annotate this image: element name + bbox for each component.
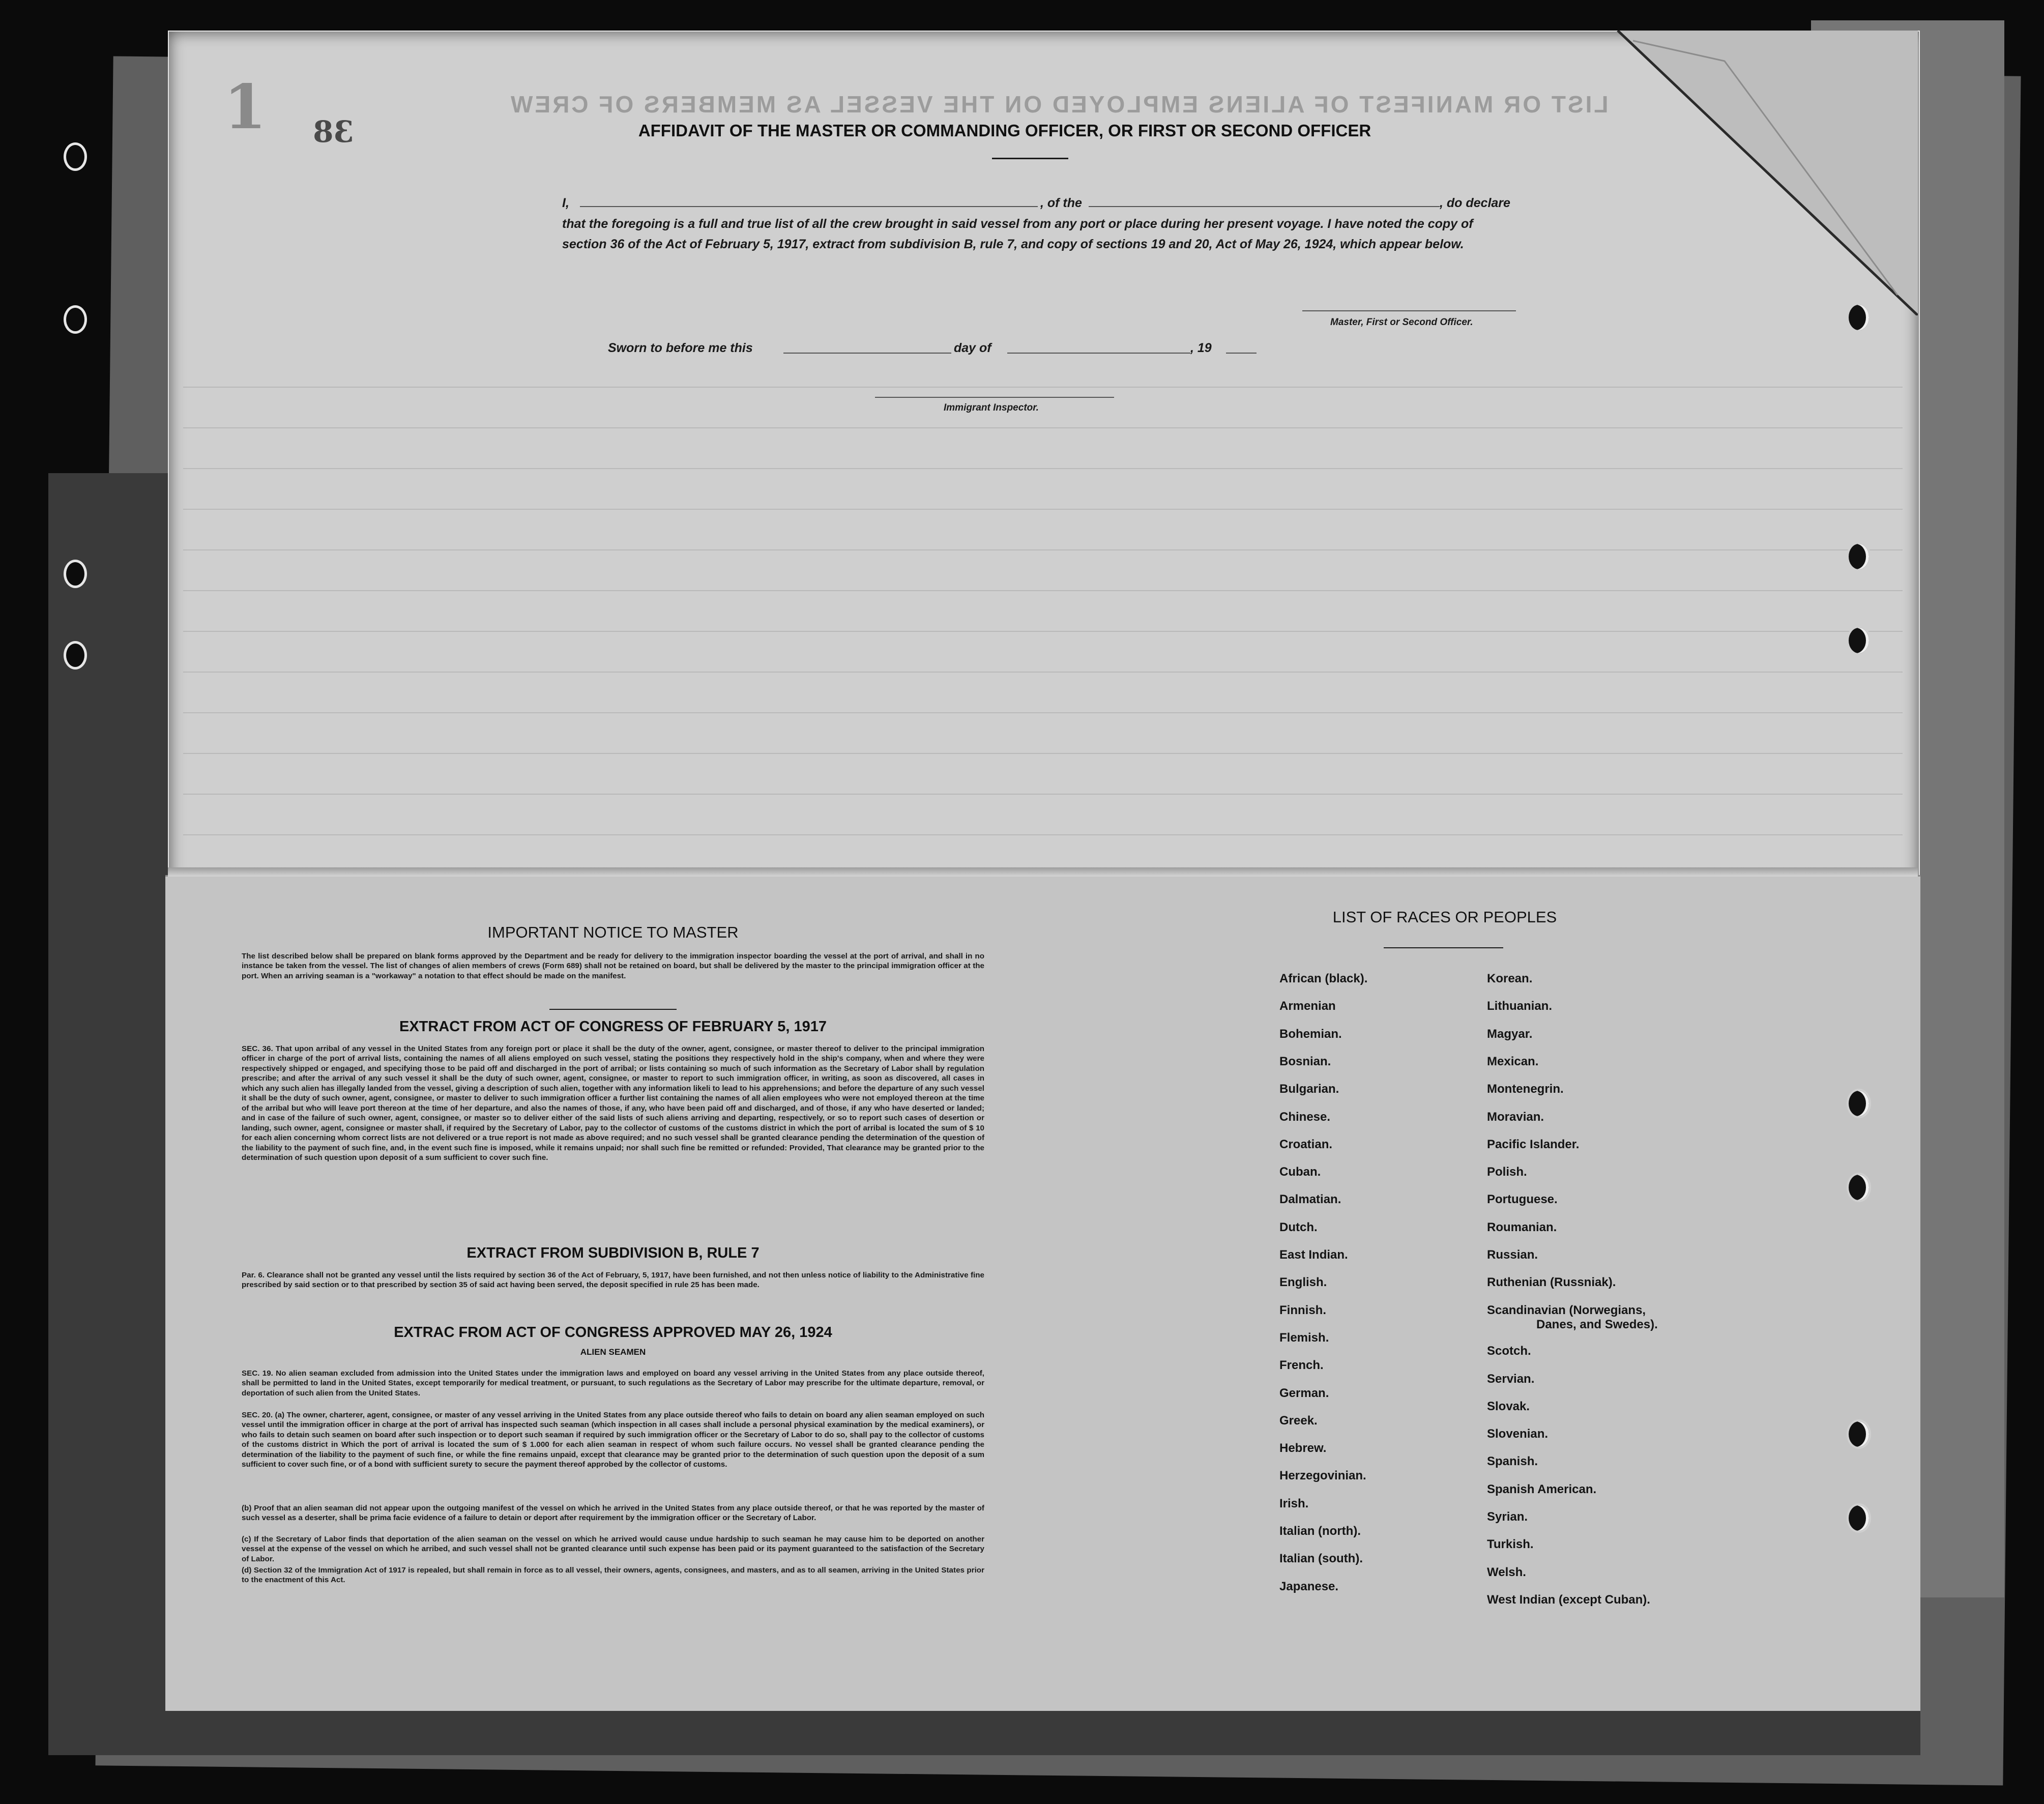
- extract-1924-sec20d: (d) Section 32 of the Immigration Act of 1917 is repealed, but shall remain in force as to all vessel, their owners, agents, consignees, and masters, and as to all seamen, arriving in the United States prior to the enactment of this Act.: [242, 1566, 984, 1585]
- extract-1917-body: SEC. 36. That upon arribal of any vessel in the United States from any foreign port or place it shall be the duty of the owner, agent, consignee, or master thereof to deliver to the principal immigration officer in charge of the port of arrival lists, containing the names of all aliens employed on such vessel, stating the positions they respectively hold in the ship's company, when and where they were respectively shipped or engaged, and specifying those to be paid off and discharged in the port of arribal; or lists containing so much of such information as the Secretary of Labor shall by regulation prescribe; and after the arrival of any such vessel it shall be the duty of such owner, agent, consignee, or master to report to such immigration officer, in writing, as soon as discovered, all cases in which any such alien has illegally landed from the vessel, giving a description of such alien, together with any information likeli to lead to his apprehensions; and before the departure of any such vessel it shall be the duty of such owner, agent, consignee, or master to deliver to such immigration officer a further list containing the names of all alien employees who were not employed thereon at the time of the arribal but who will leave port thereon at the time of her departure, and also the names of those, if any, who have been paid off and discharged, and of those, if any who have deserted or landed; and in case of the failure of such owner, agent, consignee, or master so to deliver either of the said lists of such aliens arriving and departing, respectively, or so to report such cases of desertion or landing, such owner, agent, consignee or master shall, if required by the Secretary of Labor, pay to the collector of customs of the customs district in which the port of arribal is located the sum of $ 10 for each alien concerning whom correct lists are not delivered or a true report is not made as above required; and no such vessel shall be granted clearance pending the determination of the question of the liability to the payment of such fine, and, in the event such fine is imposed, while it remains unpaid; nor shall such fine be remitted or refunded: Provided, That clearance may be granted prior to the determination of such question upon deposit of a sum sufficient to cover such fine.: [242, 1044, 984, 1162]
- inspector-label: Immigrant Inspector.: [944, 402, 1039, 413]
- race-item: Slovak.: [1487, 1399, 1530, 1413]
- affidavit-title: AFFIDAVIT OF THE MASTER OR COMMANDING OFFICER, OR FIRST OR SECOND OFFICER: [638, 121, 1371, 140]
- race-item: Chinese.: [1279, 1110, 1331, 1124]
- affidavit-body: that the foregoing is a full and true list of all the crew brought in said vessel from any port or place during her present voyage. I have noted the copy of section 36 of the Act of February 5, 1917, extract from subdivision B, rule 7, and copy of sections 19 and 20, Act of May 26, 1924, which appear below.: [562, 217, 1473, 251]
- race-item: Montenegrin.: [1487, 1082, 1564, 1096]
- ghost-row: [183, 794, 1903, 795]
- master-name-field[interactable]: [580, 206, 1038, 207]
- race-item: Flemish.: [1279, 1330, 1329, 1345]
- ghost-row: [183, 672, 1903, 673]
- ghost-row: [183, 549, 1903, 550]
- extract-rule7-body: Par. 6. Clearance shall not be granted any vessel until the lists required by section 36 of the Act of February, 5, 1917, have been furnished, and not then unless notice of liability to the Administrative fine prescribed by said section or to that prescribed by section 35 of said act having been served, the deposit specified in rule 25 has been made.: [242, 1271, 984, 1290]
- binder-hole: [1847, 1173, 1871, 1202]
- sworn-day-field[interactable]: [783, 353, 951, 354]
- race-item: Armenian: [1279, 999, 1336, 1013]
- race-item: Bulgarian.: [1279, 1082, 1339, 1096]
- binder-hole: [1847, 626, 1871, 655]
- corner-fold: [1613, 31, 1918, 315]
- race-item: Bosnian.: [1279, 1054, 1331, 1068]
- affidavit-declare-label: , do declare: [1440, 196, 1510, 210]
- race-item: Hebrew.: [1279, 1441, 1327, 1456]
- extract-1924-title: EXTRAC FROM ACT OF CONGRESS APPROVED MAY 26, 1924: [394, 1324, 832, 1341]
- race-item: Dalmatian.: [1279, 1192, 1341, 1207]
- affidavit-i-label: I,: [562, 196, 569, 210]
- race-item: Ruthenian (Russniak).: [1487, 1275, 1616, 1290]
- inspector-signature-field[interactable]: [875, 397, 1114, 398]
- ghost-row: [183, 509, 1903, 510]
- race-item: Cuban.: [1279, 1165, 1321, 1179]
- handwritten-number: 38: [313, 114, 354, 149]
- ghost-row: [183, 387, 1903, 388]
- extract-1924-sec20b: (b) Proof that an alien seaman did not appear upon the outgoing manifest of the vessel on which he arrived in the United States from any place outside thereof, or that he was reported by the master of such vessel as a deserter, shall be prima facie evidence of a failure to detain or deport after requirement by the immigration officer or the Secretary of Labor.: [242, 1504, 984, 1523]
- race-item: West Indian (except Cuban).: [1487, 1592, 1650, 1607]
- race-item: Polish.: [1487, 1165, 1527, 1179]
- race-item: African (black).: [1279, 972, 1368, 985]
- race-item: Servian.: [1487, 1372, 1535, 1386]
- race-item: East Indian.: [1279, 1248, 1348, 1262]
- race-item: Greek.: [1279, 1413, 1318, 1428]
- binder-hole: [1847, 303, 1871, 332]
- ghost-row: [183, 631, 1903, 632]
- master-signature-label: Master, First or Second Officer.: [1330, 317, 1473, 328]
- race-item: Danes, and Swedes).: [1536, 1317, 1658, 1331]
- ghost-row: [183, 590, 1903, 591]
- notice-title: IMPORTANT NOTICE TO MASTER: [487, 923, 739, 941]
- extract-1924-subtitle: ALIEN SEAMEN: [580, 1347, 646, 1357]
- page-number: 1: [224, 71, 267, 143]
- race-item: Scandinavian (Norwegians,: [1487, 1303, 1646, 1317]
- race-item: Korean.: [1487, 972, 1533, 985]
- race-item: German.: [1279, 1386, 1329, 1400]
- extract-rule7-title: EXTRACT FROM SUBDIVISION B, RULE 7: [466, 1245, 760, 1261]
- binder-hole: [64, 641, 87, 670]
- race-item: Spanish American.: [1487, 1482, 1597, 1496]
- race-item: Lithuanian.: [1487, 999, 1552, 1013]
- race-item: Portuguese.: [1487, 1192, 1558, 1207]
- extract-1924-sec20a: SEC. 20. (a) The owner, charterer, agent, consignee, or master of any vessel arriving in the United States from any place outside thereof who fails to detain on board any alien seaman employed on such vessel until the immigration officer in charge at the port of arrival has inspected such seaman (which inspection in all cases shall include a personal physical examination by the medical examiners), or who fails to detain such seamen on board after such inspection or to deport such seaman if required by such immigration officer or the Secretary of Labor to do so, shall pay to the collector of customs of the customs district in Which the port of arrival is located the sum of $ 1.000 for each alien seaman in respect of whom such failure occurs. No vessel shall be granted clearance pending the determination of the liability to the payment of such fine, or while the fine remains unpaid, except that clearance may be granted prior to the determination of such question upon the deposit of a sum sufficient to cover such fine, or of a bond with sufficient surety to secure the payment thereof approbed by the collector of customs.: [242, 1411, 984, 1469]
- race-item: Mexican.: [1487, 1054, 1539, 1068]
- mirrored-header: LIST OR MANIFEST OF ALIENS EMPLOYED ON THE VESSEL AS MEMBERS OF CREW: [509, 91, 1609, 118]
- year-label: , 19: [1190, 341, 1212, 355]
- race-item: Dutch.: [1279, 1220, 1318, 1234]
- race-item: Moravian.: [1487, 1110, 1544, 1124]
- sworn-month-field[interactable]: [1007, 353, 1190, 354]
- vessel-name-field[interactable]: [1089, 206, 1440, 207]
- race-item: Welsh.: [1487, 1565, 1526, 1579]
- race-item: Italian (north).: [1279, 1524, 1361, 1538]
- manifest-sheet-lower: [165, 875, 1920, 1711]
- binder-hole: [1847, 1089, 1871, 1118]
- race-item: Magyar.: [1487, 1027, 1533, 1041]
- race-item: Herzegovinian.: [1279, 1469, 1366, 1483]
- day-of-label: day of: [954, 341, 991, 355]
- divider: [1384, 947, 1503, 948]
- race-item: Syrian.: [1487, 1510, 1528, 1524]
- fold-line: [168, 867, 1918, 877]
- sworn-label: Sworn to before me this: [608, 341, 753, 355]
- extract-1917-title: EXTRACT FROM ACT OF CONGRESS OF FEBRUARY 5, 1917: [399, 1019, 827, 1035]
- race-item: Bohemian.: [1279, 1027, 1342, 1041]
- notice-body: The list described below shall be prepared on blank forms approved by the Department and be ready for delivery to the immigration inspector boarding the vessel at the port of arrival, and shall in no instance be taken from the vessel. The list of changes of alien members of crews (Form 689) shall not be retained on board, but shall be delivered by the master to the principal immigration officer at the port. When an arriving seaman is a "workaway" a notation to that effect should be made on the manifest.: [242, 952, 984, 980]
- ghost-row: [183, 427, 1903, 428]
- affidavit-of-the-label: , of the: [1040, 196, 1082, 210]
- extract-1924-sec20c: (c) If the Secretary of Labor finds that deportation of the alien seaman on the vessel on which he arrived would cause undue hardship to such seaman he may cause him to be deported on another vessel at the expense of the vessel on which he arribed, and such vessel shall not be granted clearance until such expense has been paid or its payment guaranteed to the satisfaction of the Secretary of Labor.: [242, 1535, 984, 1563]
- master-signature-field[interactable]: [1302, 310, 1516, 311]
- race-item: Irish.: [1279, 1496, 1309, 1510]
- sworn-year-field[interactable]: [1226, 353, 1257, 354]
- race-item: French.: [1279, 1358, 1324, 1373]
- binder-hole: [64, 305, 87, 334]
- race-item: Pacific Islander.: [1487, 1137, 1580, 1151]
- divider: [549, 1009, 677, 1010]
- race-item: Roumanian.: [1487, 1220, 1557, 1234]
- race-item: Scotch.: [1487, 1344, 1531, 1358]
- race-item: Turkish.: [1487, 1537, 1534, 1552]
- race-item: Croatian.: [1279, 1137, 1333, 1151]
- race-item: Finnish.: [1279, 1303, 1326, 1317]
- extract-1924-sec19: SEC. 19. No alien seaman excluded from admission into the United States under the immigration laws and employed on board any vessel arriving in the United States from any place outside thereof, shall be permitted to land in the United States, except temporarily for medical treatment, or pursuant, to such regulations as the Secretary of Labor may prescribe for the ultimate departure, removal, or deportation of such alien from the United States.: [242, 1369, 984, 1398]
- races-title: LIST OF RACES OR PEOPLES: [1332, 908, 1557, 926]
- ghost-row: [183, 753, 1903, 754]
- binder-hole: [1847, 542, 1871, 571]
- binder-hole: [64, 142, 87, 171]
- binder-hole: [1847, 1419, 1871, 1449]
- ghost-row: [183, 468, 1903, 469]
- race-item: Spanish.: [1487, 1454, 1538, 1469]
- ghost-row: [183, 834, 1903, 835]
- race-item: Italian (south).: [1279, 1552, 1363, 1566]
- race-item: Slovenian.: [1487, 1427, 1549, 1441]
- divider: [992, 158, 1068, 159]
- race-item: Japanese.: [1279, 1579, 1339, 1593]
- race-item: English.: [1279, 1275, 1327, 1290]
- ghost-row: [183, 712, 1903, 713]
- race-item: Russian.: [1487, 1248, 1538, 1262]
- binder-hole: [64, 560, 87, 588]
- binder-hole: [1847, 1503, 1871, 1533]
